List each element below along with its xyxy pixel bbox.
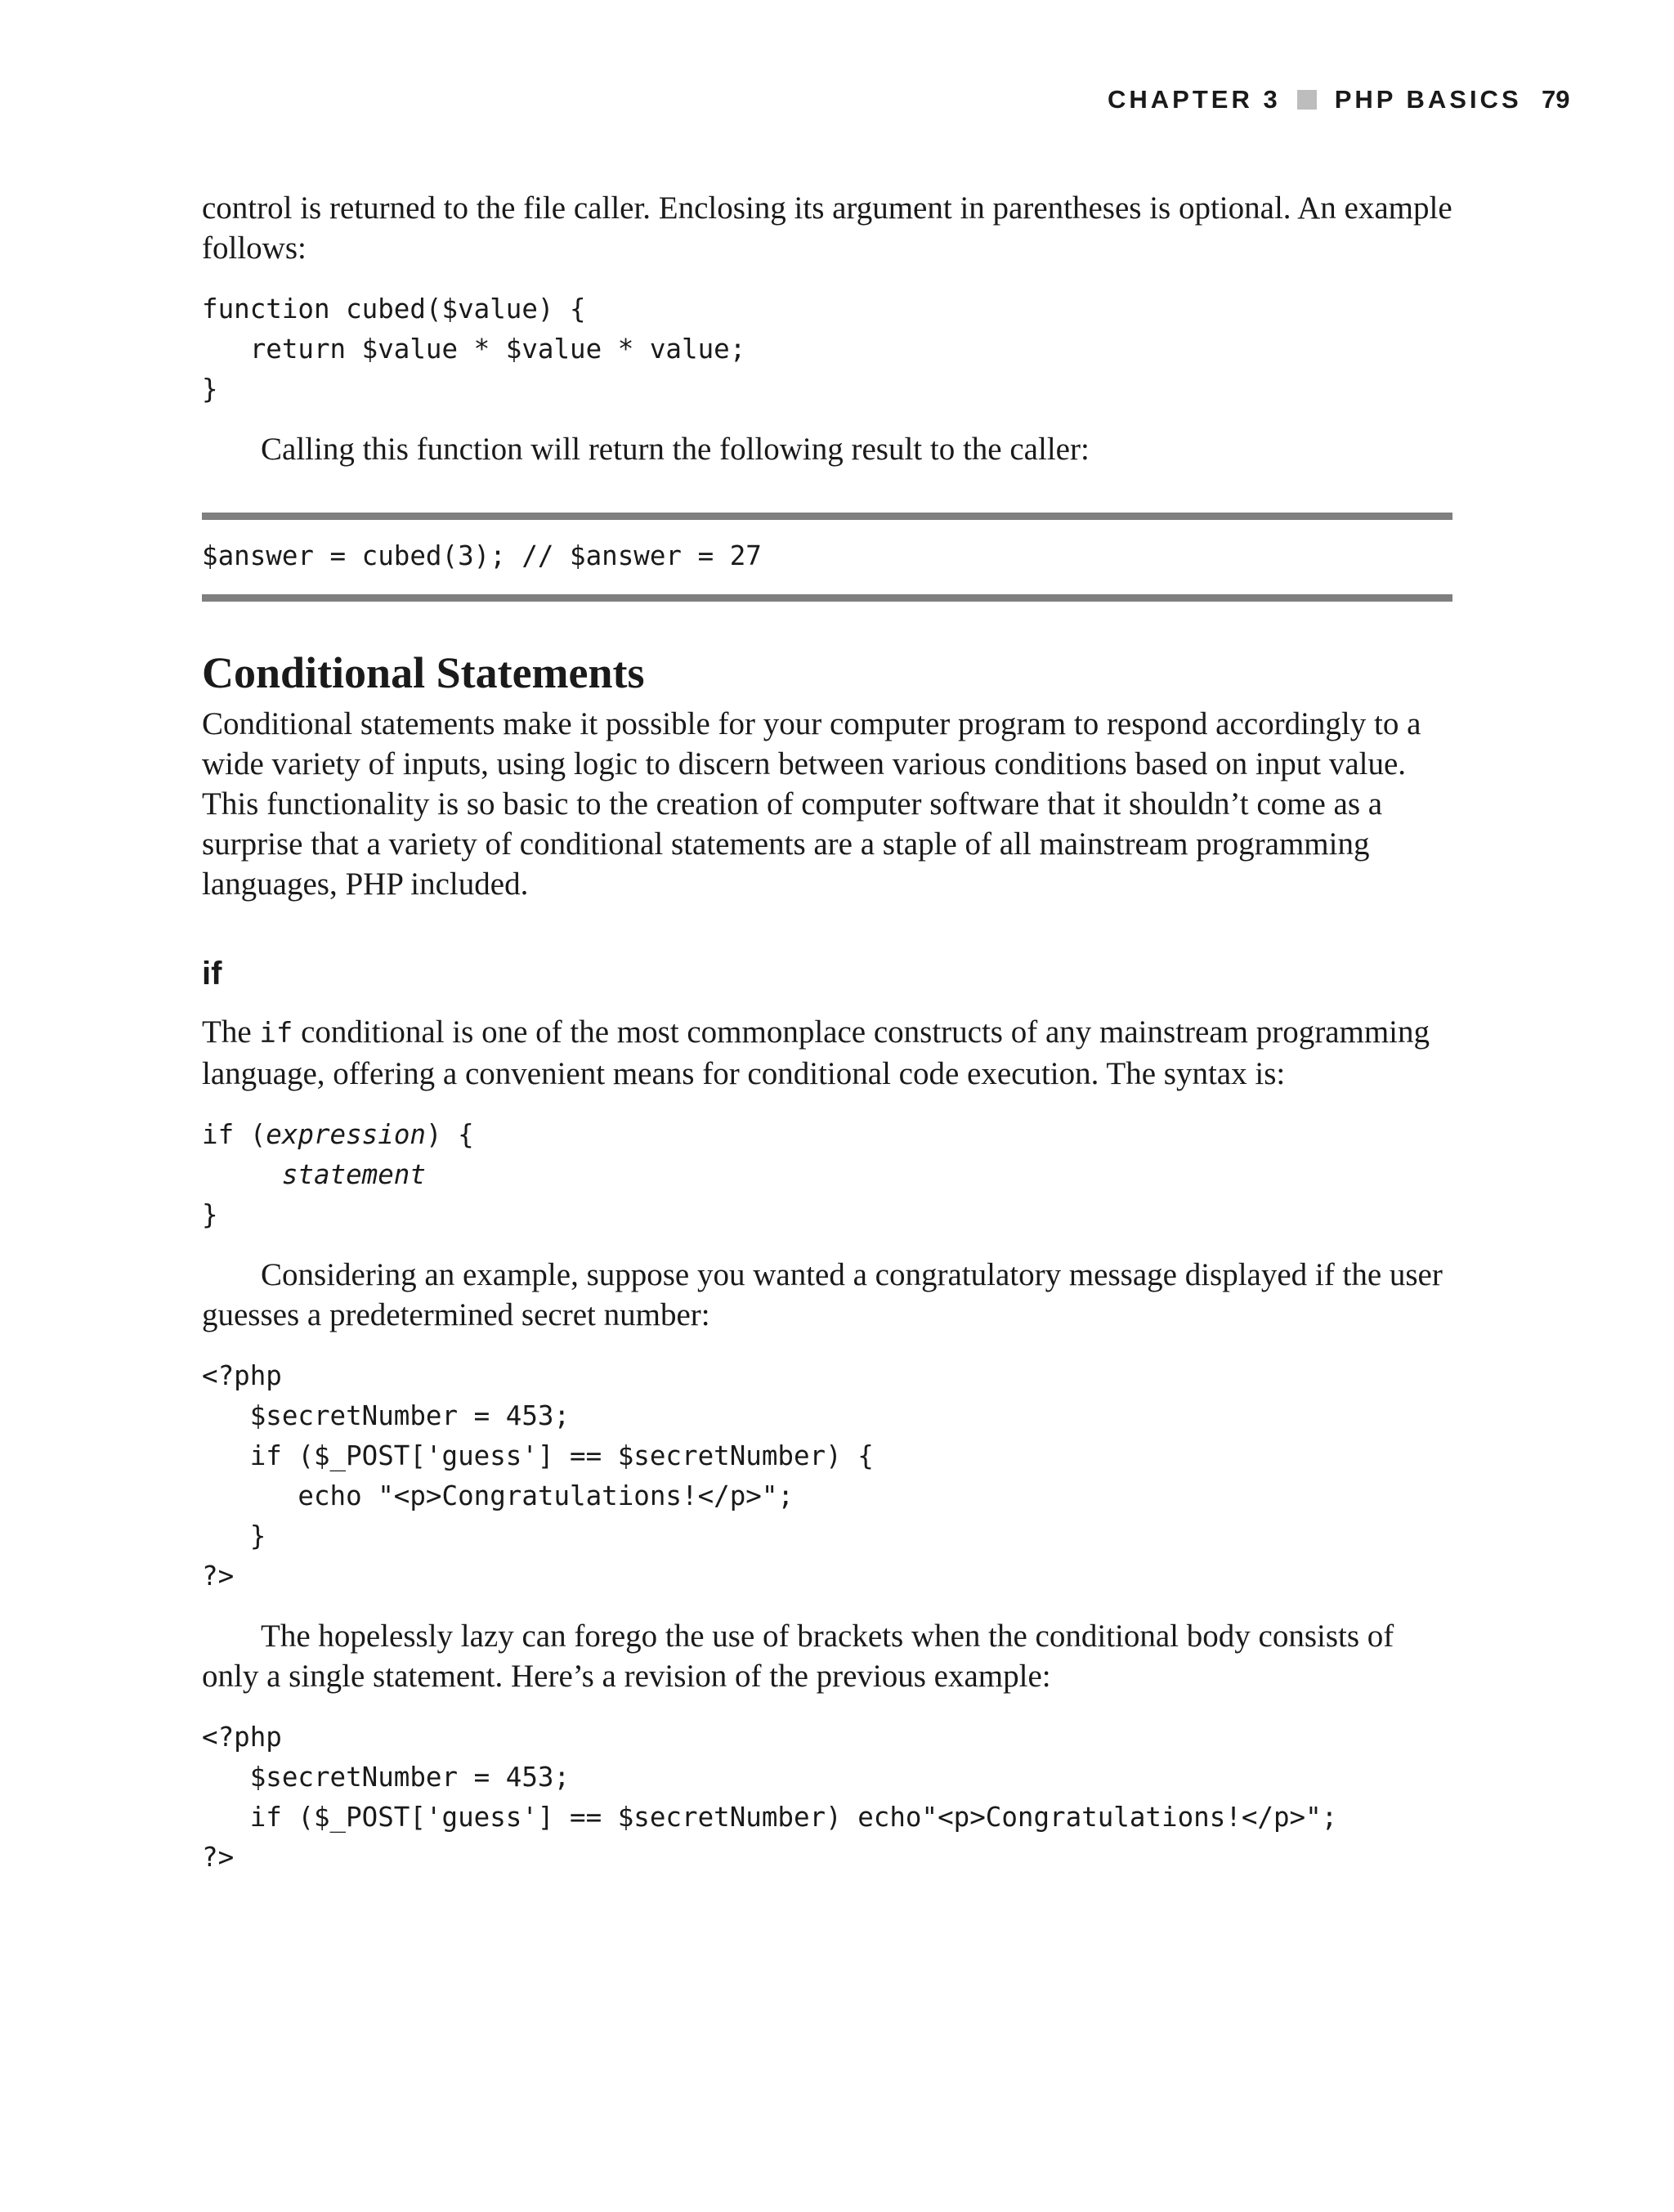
example-paragraph: Considering an example, suppose you wanted a congratulatory message displayed if the user guesses a predetermined secret number: <box>202 1257 1443 1332</box>
square-separator-icon <box>1297 90 1317 110</box>
chapter-title: PHP BASICS <box>1334 85 1522 114</box>
page-number: 79 <box>1542 85 1570 114</box>
if-inline-code: if <box>259 1017 293 1050</box>
intro-paragraph: control is returned to the file caller. Enclosing its argument in parentheses is optional. An example follows: <box>202 190 1452 266</box>
code-if-syntax <box>202 1115 1452 1235</box>
code-secret-number-example: <?php $secretNumber = 453; if ($_POST['guess'] == $secretNumber) { echo "<p>Congratulations!</p>"; } ?> <box>202 1360 874 1592</box>
syntax-open-brace: ) { <box>425 1119 474 1150</box>
listing-bottom-rule <box>202 594 1452 602</box>
code-single-statement-example: <?php $secretNumber = 453; if ($_POST['guess'] == $secretNumber) echo"<p>Congratulations!</p>"; ?> <box>202 1722 1338 1873</box>
subsection-heading-if: if <box>202 956 222 992</box>
if-para-start: The <box>202 1014 260 1050</box>
conditional-paragraph: Conditional statements make it possible for your computer program to respond accordingly to a wide variety of inputs, using logic to discern between various conditions based on input value. This functionality is so basic to the creation of computer software that it shouldn’t come as a surprise that a variety of conditional statements are a staple of all mainstream programming languages, PHP included. <box>202 706 1421 902</box>
code-answer-listing: $answer = cubed(3); // $answer = 27 <box>202 540 762 571</box>
syntax-if-keyword: if ( <box>202 1119 266 1150</box>
lazy-paragraph: The hopelessly lazy can forego the use of brackets when the conditional body consists of only a single statement. Here’s a revision of the previous example: <box>202 1619 1394 1694</box>
page-content <box>202 188 1452 1878</box>
code-function-cubed: function cubed($value) { return $value * $value * value; } <box>202 293 746 405</box>
calling-paragraph: Calling this function will return the following result to the caller: <box>261 432 1090 467</box>
listing-top-rule <box>202 513 1452 520</box>
syntax-expression: expression <box>266 1119 426 1150</box>
section-heading-conditional: Conditional Statements <box>202 648 645 697</box>
running-head <box>1108 82 1522 118</box>
chapter-label: CHAPTER 3 <box>1108 85 1281 114</box>
syntax-statement: statement <box>281 1159 426 1190</box>
syntax-close-brace: } <box>202 1199 218 1230</box>
if-para-end: conditional is one of the most commonplace constructs of any mainstream programming language, offering a convenient means for conditional code execution. The syntax is: <box>202 1014 1430 1091</box>
if-paragraph <box>202 1012 1452 1094</box>
